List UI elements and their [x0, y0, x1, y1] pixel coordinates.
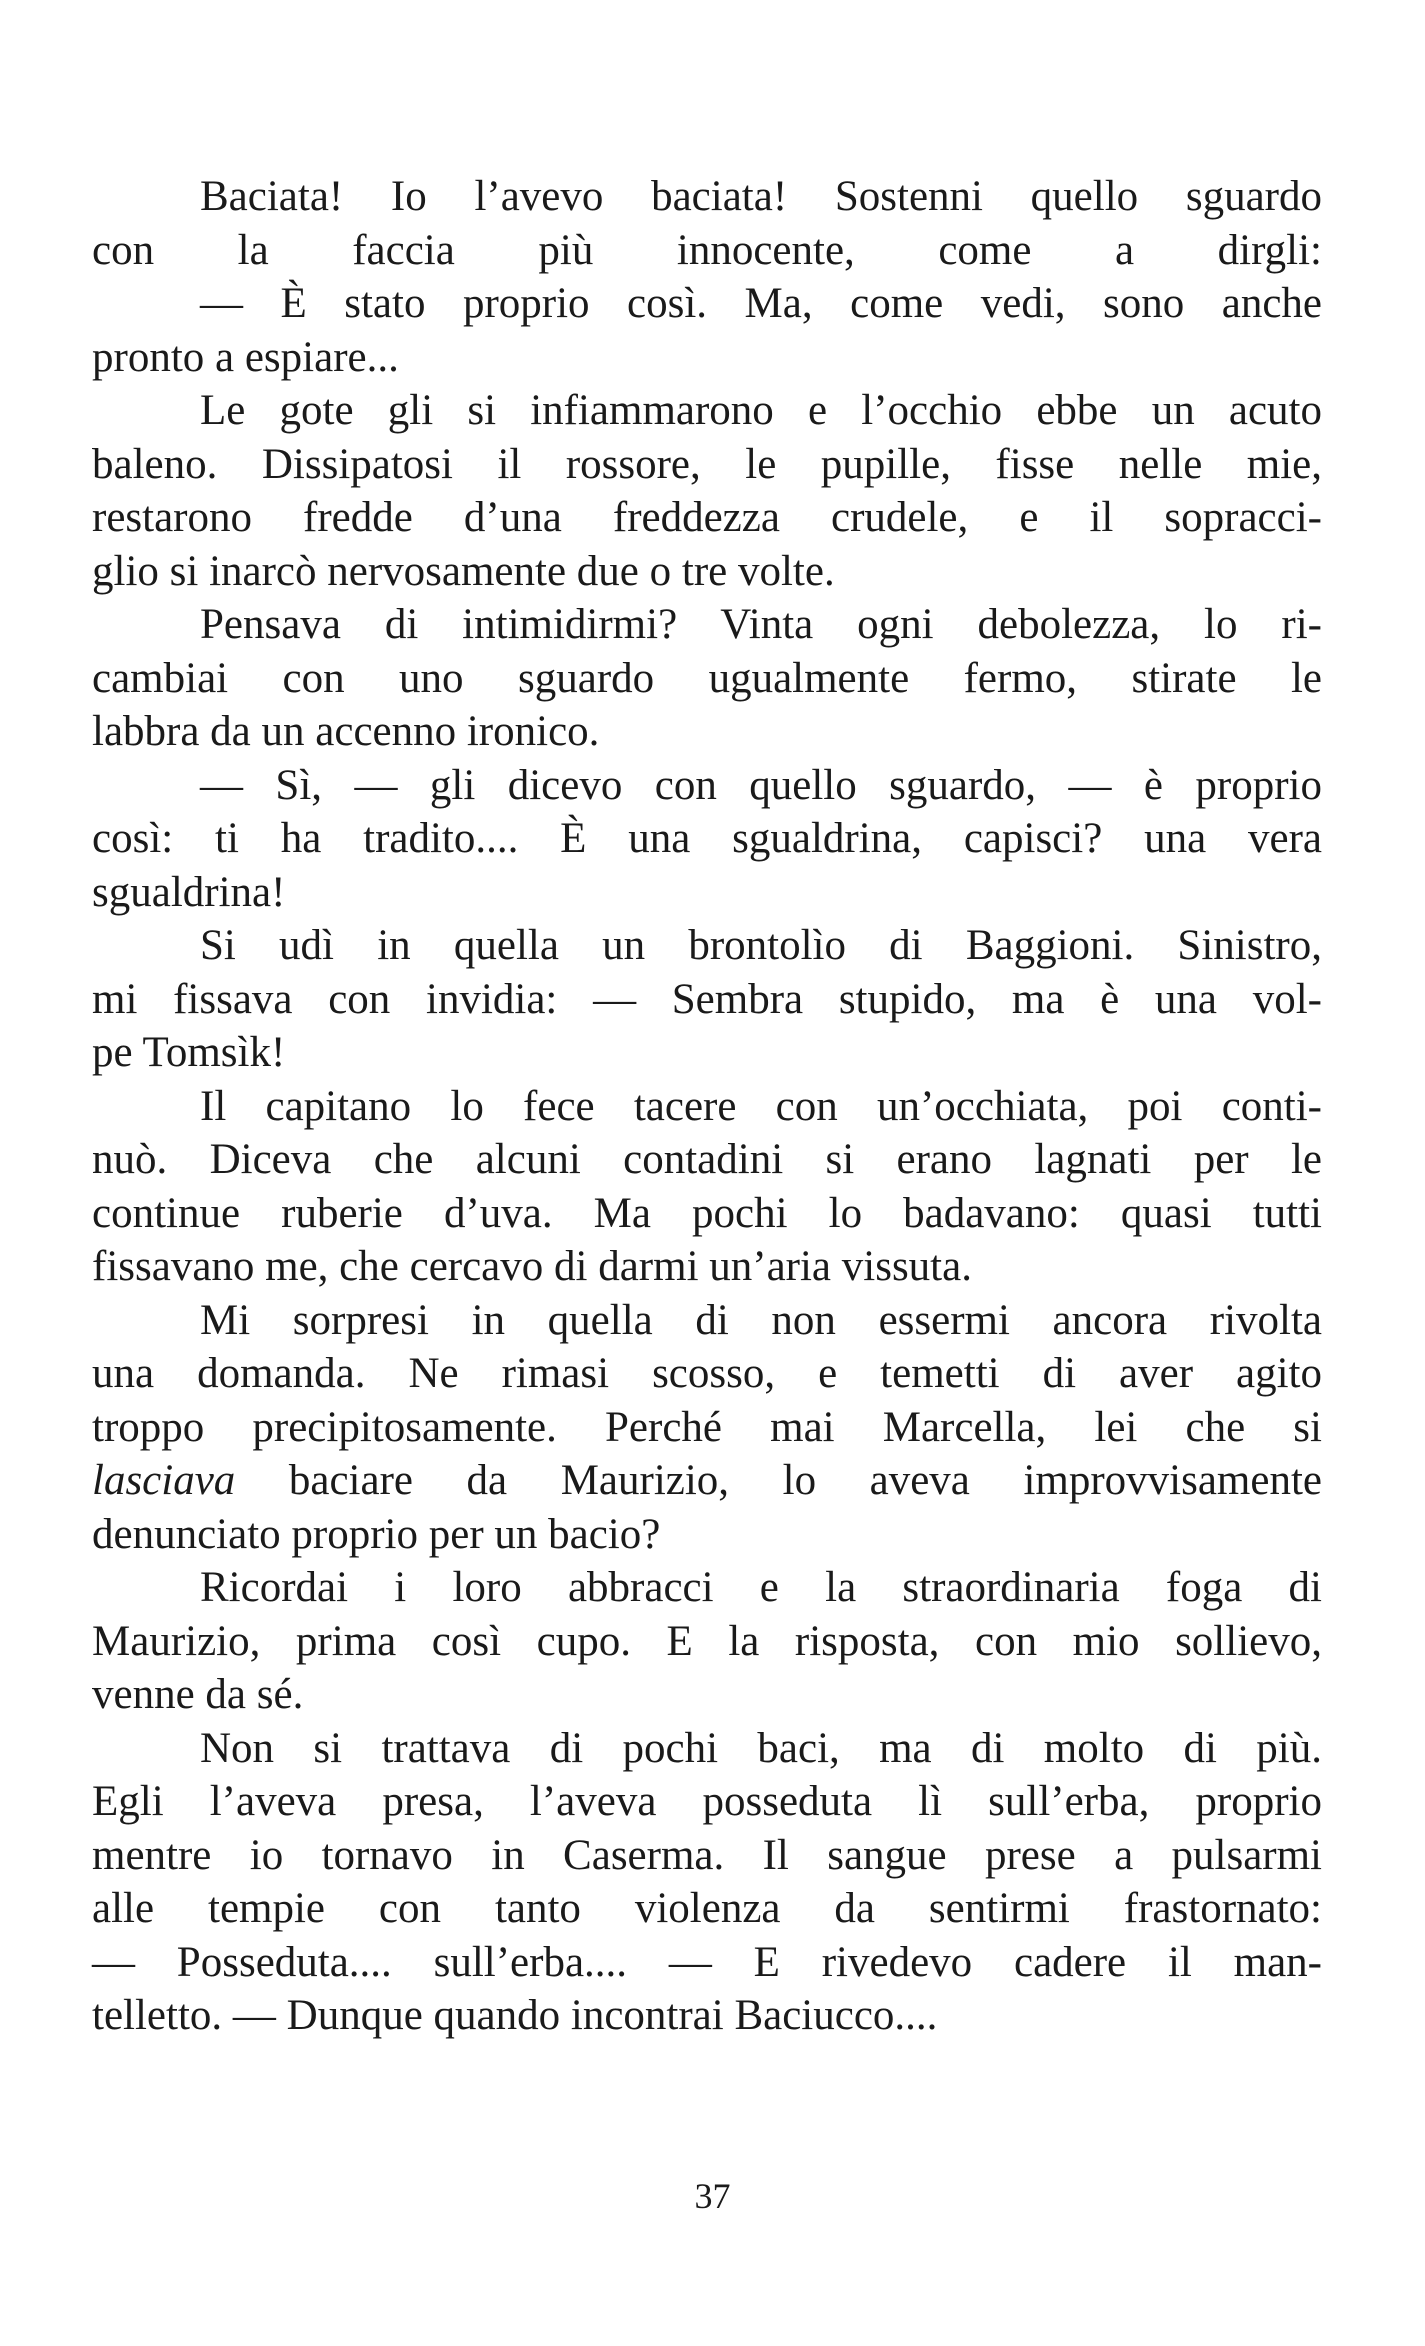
text-line: Il capitano lo fece tacere con un’occhiata, poi conti-	[200, 1082, 1322, 1130]
text-line: Si udì in quella un brontolìo di Baggioni. Sinistro,	[200, 922, 1322, 969]
text-line: Pensava di intimidirmi? Vinta ogni debolezza, lo ri-	[200, 601, 1322, 648]
text-line: Le gote gli si infiammarono e l’occhio ebbe un acuto	[200, 387, 1322, 434]
text-line: — Sì, — gli dicevo con quello sguardo, — è proprio	[200, 761, 1322, 809]
text-line: pronto a espiare...	[92, 333, 399, 381]
text-line: una domanda. Ne rimasi scosso, e temetti di aver agito	[92, 1350, 1322, 1397]
text-line: — È stato proprio così. Ma, come vedi, sono anche	[200, 280, 1322, 327]
text-line: restarono fredde d’una freddezza crudele, e il sopracci-	[92, 494, 1322, 541]
text-line: Baciata! Io l’avevo baciata! Sostenni quello sguardo	[200, 173, 1322, 220]
text-line: cambiai con uno sguardo ugualmente fermo, stirate le	[92, 654, 1322, 702]
text-line: — Posseduta.... sull’erba.... — E rivedevo cadere il man-	[92, 1938, 1322, 1986]
text-line: troppo precipitosamente. Perché mai Marcella, lei che si	[92, 1403, 1322, 1451]
text-line: labbra da un accenno ironico.	[92, 708, 600, 755]
text-line-rest: baciare da Maurizio, lo aveva improvvisamente	[288, 1457, 1322, 1504]
page-number: 37	[694, 2176, 731, 2216]
text-line	[92, 1454, 1322, 1508]
text-line: così: ti ha tradito.... È una sgualdrina, capisci? una vera	[92, 815, 1322, 862]
text-line: Maurizio, prima così cupo. E la risposta, con mio sollievo,	[92, 1617, 1322, 1665]
text-line: sgualdrina!	[92, 868, 286, 916]
italic-word: lasciava	[92, 1457, 236, 1504]
text-line: denunciato proprio per un bacio?	[92, 1510, 661, 1558]
text-line: alle tempie con tanto violenza da sentirmi frastornato:	[92, 1885, 1322, 1932]
text-line: continue ruberie d’uva. Ma pochi lo badavano: quasi tutti	[92, 1189, 1322, 1237]
text-line: Ricordai i loro abbracci e la straordinaria foga di	[200, 1564, 1322, 1611]
text-line: mi fissava con invidia: — Sembra stupido, ma è una vol-	[92, 975, 1322, 1023]
text-line: con la faccia più innocente, come a dirgli:	[92, 226, 1322, 274]
text-line: fissavano me, che cercavo di darmi un’aria vissuta.	[92, 1243, 972, 1290]
text-line: telletto. — Dunque quando incontrai Baciucco....	[92, 1992, 938, 2039]
text-line: pe Tomsìk!	[92, 1029, 286, 1076]
body-text	[92, 170, 1322, 2043]
text-line: mentre io tornavo in Caserma. Il sangue prese a pulsarmi	[92, 1831, 1322, 1879]
text-line: nuò. Diceva che alcuni contadini si erano lagnati per le	[92, 1136, 1322, 1183]
text-line: glio si inarcò nervosamente due o tre volte.	[92, 547, 835, 595]
text-line: Non si trattava di pochi baci, ma di molto di più.	[200, 1724, 1322, 1772]
text-line: baleno. Dissipatosi il rossore, le pupille, fisse nelle mie,	[92, 440, 1322, 488]
text-line: venne da sé.	[92, 1671, 304, 1718]
text-line: Egli l’aveva presa, l’aveva posseduta lì sull’erba, proprio	[92, 1778, 1322, 1825]
text-line: Mi sorpresi in quella di non essermi ancora rivolta	[200, 1296, 1322, 1344]
